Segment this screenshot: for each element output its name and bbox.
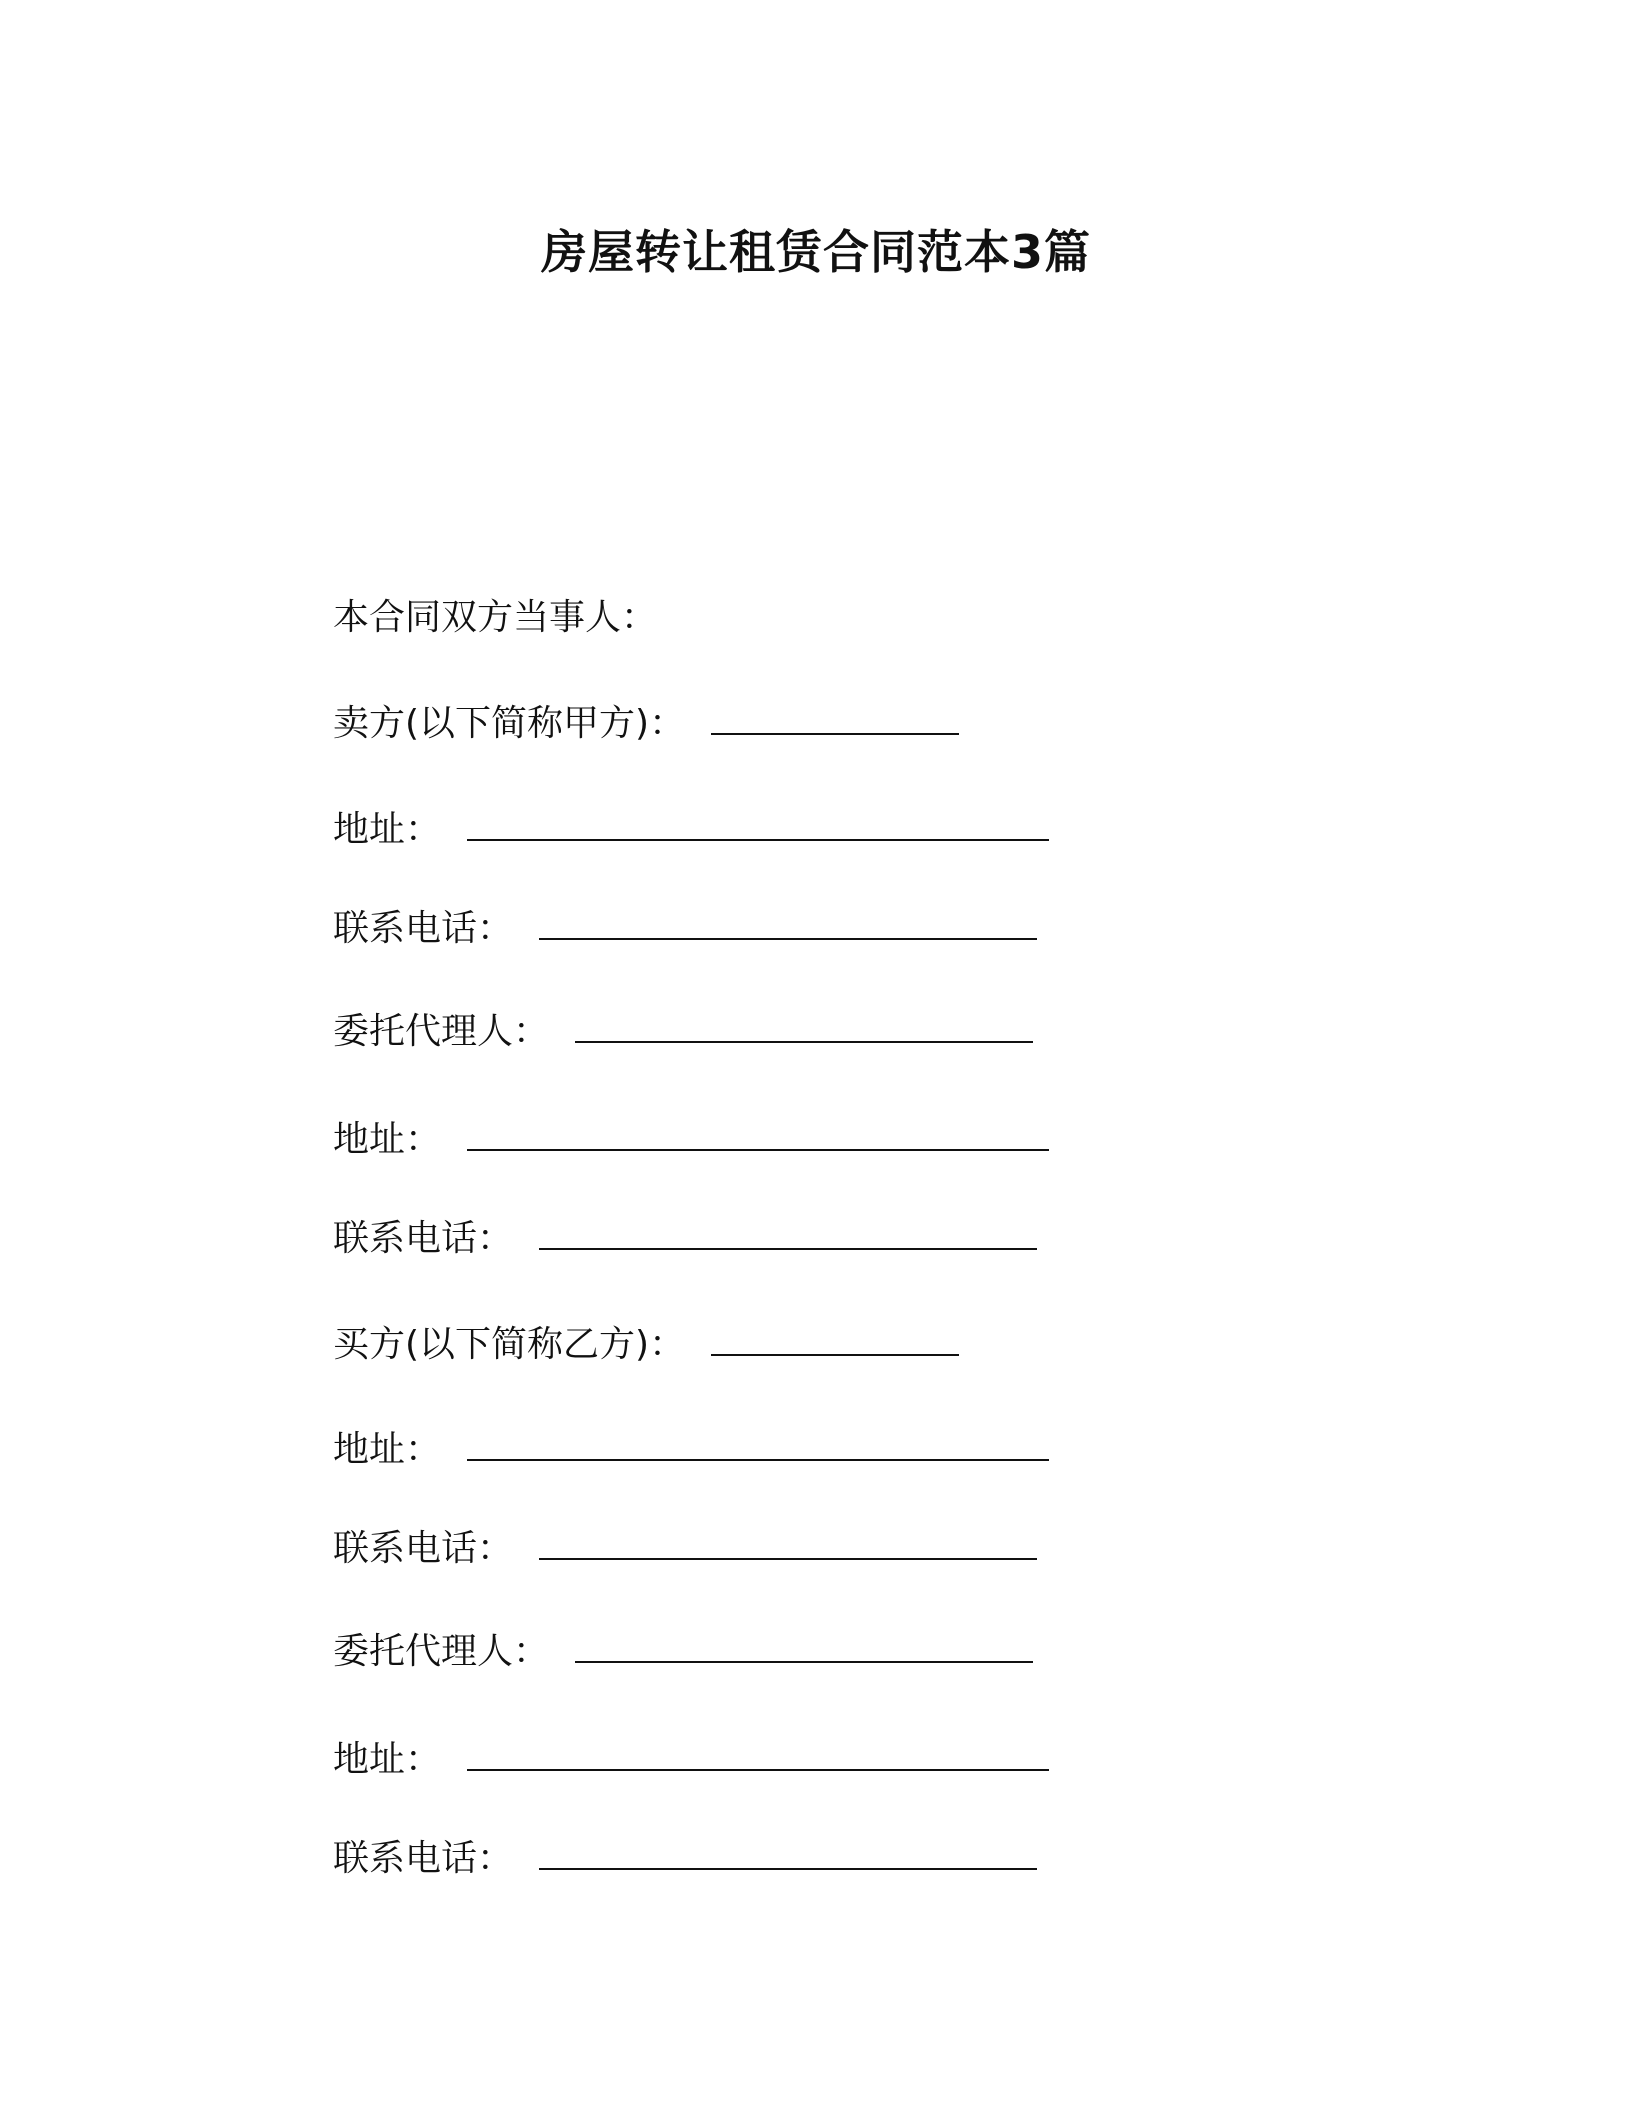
parties-intro xyxy=(333,594,657,642)
seller-phone-blank[interactable] xyxy=(539,902,1037,940)
seller-agent-blank[interactable] xyxy=(575,1005,1033,1043)
seller-address-blank[interactable] xyxy=(467,803,1049,841)
buyer-party-line xyxy=(333,1318,959,1369)
seller-agent-address-line xyxy=(333,1113,1049,1164)
seller-address-line xyxy=(333,803,1049,854)
buyer-address-line xyxy=(333,1423,1049,1474)
seller-phone-line xyxy=(333,902,1037,953)
buyer-agent-phone-label: 联系电话： xyxy=(333,1838,514,1879)
buyer-party-blank[interactable] xyxy=(711,1318,959,1356)
seller-phone-label: 联系电话： xyxy=(333,908,514,949)
buyer-phone-line xyxy=(333,1522,1037,1573)
seller-agent-label: 委托代理人： xyxy=(333,1011,550,1052)
buyer-party-label: 买方(以下简称乙方)： xyxy=(333,1324,686,1365)
buyer-agent-address-label: 地址： xyxy=(333,1739,442,1780)
seller-address-label: 地址： xyxy=(333,809,442,850)
parties-intro-label: 本合同双方当事人： xyxy=(333,597,658,638)
buyer-phone-blank[interactable] xyxy=(539,1522,1037,1560)
seller-party-line xyxy=(333,697,959,748)
seller-party-blank[interactable] xyxy=(711,697,959,735)
seller-agent-line xyxy=(333,1005,1033,1056)
seller-agent-address-label: 地址： xyxy=(333,1119,442,1160)
buyer-agent-phone-line xyxy=(333,1832,1037,1883)
buyer-phone-label: 联系电话： xyxy=(333,1528,514,1569)
buyer-agent-address-line xyxy=(333,1733,1049,1784)
buyer-agent-line xyxy=(333,1625,1033,1676)
document-title: 房屋转让租赁合同范本3篇 xyxy=(540,225,1091,279)
buyer-agent-label: 委托代理人： xyxy=(333,1631,550,1672)
buyer-address-label: 地址： xyxy=(333,1429,442,1470)
seller-agent-address-blank[interactable] xyxy=(467,1113,1049,1151)
buyer-agent-phone-blank[interactable] xyxy=(539,1832,1037,1870)
seller-agent-phone-label: 联系电话： xyxy=(333,1218,514,1259)
seller-party-label: 卖方(以下简称甲方)： xyxy=(333,703,686,744)
buyer-address-blank[interactable] xyxy=(467,1423,1049,1461)
seller-agent-phone-line xyxy=(333,1212,1037,1263)
seller-agent-phone-blank[interactable] xyxy=(539,1212,1037,1250)
buyer-agent-blank[interactable] xyxy=(575,1625,1033,1663)
buyer-agent-address-blank[interactable] xyxy=(467,1733,1049,1771)
